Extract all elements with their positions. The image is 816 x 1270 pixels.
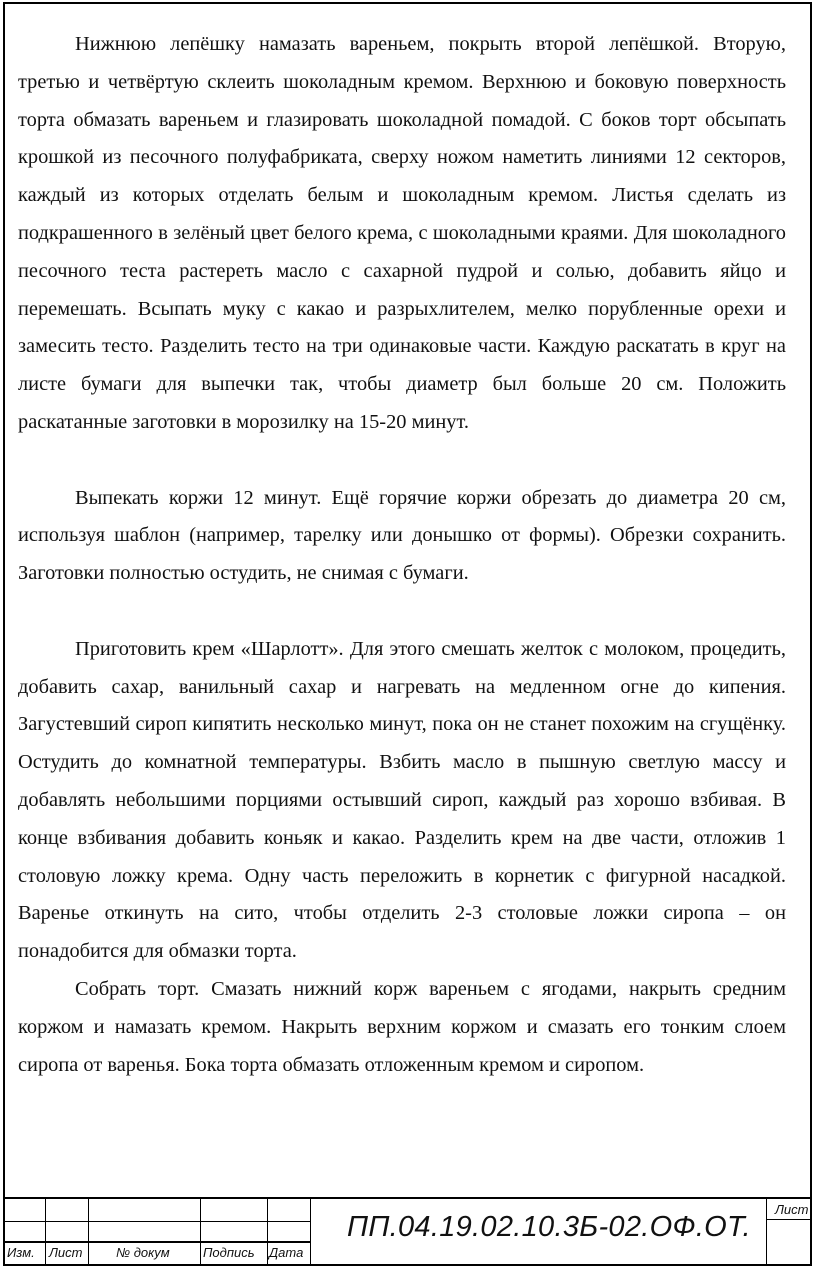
caption-list: Лист — [49, 1245, 83, 1260]
caption-izm: Изм. — [7, 1245, 35, 1260]
title-block — [3, 1197, 812, 1266]
sheet-label: Лист — [775, 1202, 809, 1217]
paragraph-spacer — [18, 442, 786, 480]
sheet-cell-line — [766, 1219, 812, 1220]
document-code: ПП.04.19.02.10.3Б-02.ОФ.ОТ. — [347, 1211, 751, 1243]
paragraph-spacer — [18, 593, 786, 631]
title-block-row-line — [3, 1221, 310, 1222]
caption-doc-number: № докум — [116, 1245, 170, 1260]
paragraph-2: Выпекать коржи 12 минут. Ещё горячие коржи обрезать до диаметра 20 см, используя шаблон (например, тарелку или донышко от формы). Обрезки сохранить. Заготовки полностью остудить, не снимая с бумаги. — [18, 486, 786, 585]
paragraph-4: Собрать торт. Смазать нижний корж вареньем с ягодами, накрыть средним коржом и намазать кремом. Накрыть верхним коржом и смазать его тонким слоем сиропа от варенья. Бока торта обмазать отложенным кремом и сиропом. — [18, 977, 786, 1076]
title-block-divider — [200, 1199, 201, 1266]
title-block-divider — [267, 1199, 268, 1266]
paragraph-1: Нижнюю лепёшку намазать вареньем, покрыть второй лепёшкой. Вторую, третью и четвёртую склеить шоколадным кремом. Верхнюю и боковую поверхность торта обмазать вареньем и глазировать шоколадной помадой. С боков торт обсыпать крошкой из песочного полуфабриката, сверху ножом наметить линиями 12 секторов, каждый из которых отделать белым и шоколадным кремом. Листья сделать из подкрашенного в зелёный цвет белого крема, с шоколадными краями. Для шоколадного песочного теста растереть масло с сахарной пудрой и солью, добавить яйцо и перемешать. Всыпать муку с какао и разрыхлителем, мелко порубленные орехи и замесить тесто. Разделить тесто на три одинаковые части. Каждую раскатать в круг на листе бумаги для выпечки так, чтобы диаметр был больше 20 см. Положить раскатанные заготовки в морозилку на 15-20 минут. — [18, 33, 786, 433]
title-block-divider — [45, 1199, 46, 1266]
title-block-divider — [310, 1199, 311, 1266]
document-body — [18, 26, 786, 1084]
title-block-row-line — [3, 1241, 310, 1243]
caption-signature: Подпись — [203, 1245, 255, 1260]
title-block-divider — [88, 1199, 89, 1266]
paragraph-3: Приготовить крем «Шарлотт». Для этого смешать желток с молоком, процедить, добавить сахар, ванильный сахар и нагревать на медленном огне до кипения. Загустевший сироп кипятить несколько минут, пока он не станет похожим на сгущёнку. Остудить до комнатной температуры. Взбить масло в пышную светлую массу и добавлять небольшими порциями остывший сироп, каждый раз хорошо взбивая. В конце взбивания добавить коньяк и какао. Разделить крем на две части, отложив 1 столовую ложку крема. Одну часть переложить в корнетик с фигурной насадкой. Варенье откинуть на сито, чтобы отделить 2-3 столовые ложки сиропа – он понадобится для обмазки торта. — [18, 637, 786, 963]
caption-date: Дата — [269, 1245, 304, 1260]
